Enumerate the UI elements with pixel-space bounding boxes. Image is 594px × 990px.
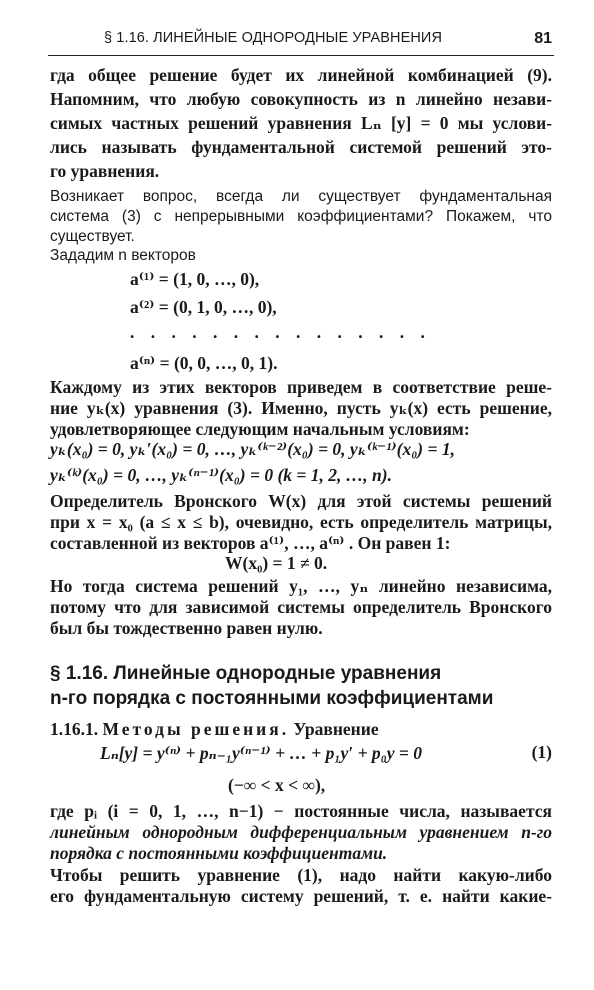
text-line: существует. <box>50 228 135 245</box>
text-line: составленной из векторов a⁽¹⁾, …, a⁽ⁿ⁾ . Он равен 1: <box>50 533 451 553</box>
text-line: где pᵢ (i = 0, 1, …, n−1) − постоянные числа, называется <box>50 801 552 821</box>
text-line: линейным однородным дифференциальным уравнением n-го <box>50 822 552 842</box>
text-line: Чтобы решить уравнение (1), надо найти какую-либо <box>50 865 552 885</box>
text-line: Напомним, что любую совокупность из n линейно незави- <box>50 89 552 109</box>
text-line: го уравнения. <box>50 161 160 181</box>
page-number: 81 <box>534 30 552 47</box>
subsection-number: 1.16.1. <box>50 719 99 739</box>
vector-line: a⁽ⁿ⁾ = (0, 0, …, 0, 1). <box>130 353 278 373</box>
section-heading-line: n-го порядка с постоянными коэффициентами <box>50 688 494 709</box>
text-line: Возникает вопрос, всегда ли существует фундаментальная <box>50 188 552 205</box>
text-line: Но тогда система решений y₁, …, yₙ линейно независима, <box>50 576 552 596</box>
text-line: Каждому из этих векторов приведем в соответствие реше- <box>50 377 552 397</box>
wronskian-formula: W(x₀) = 1 ≠ 0. <box>225 553 328 573</box>
text-line: при x = x₀ (a ≤ x ≤ b), очевидно, есть определитель матрицы, <box>50 512 552 532</box>
subsection-lead: Уравнение <box>293 719 379 739</box>
subsection-title: Методы решения. <box>102 719 290 739</box>
text-line: потому что для зависимой системы определитель Вронского <box>50 597 552 617</box>
equation-domain: (−∞ < x < ∞), <box>228 775 326 795</box>
text-line: симых частных решений уравнения Lₙ [y] = 0 мы услови- <box>50 113 552 133</box>
text-line: система (3) с непрерывными коэффициентами? Покажем, что <box>50 208 552 225</box>
vectors-intro: Зададим n векторов <box>50 247 196 264</box>
text-line: гда общее решение будет их линейной комбинацией (9). <box>50 65 552 85</box>
text-line: порядка с постоянными коэффициентами. <box>50 843 388 863</box>
condition-line: yₖ⁽ᵏ⁾(x₀) = 0, …, yₖ⁽ⁿ⁻¹⁾(x₀) = 0 (k = 1, 2, …, n). <box>50 465 392 485</box>
running-header <box>48 30 554 52</box>
text-line: Определитель Вронского W(x) для этой системы решений <box>50 491 552 511</box>
vector-line: a⁽¹⁾ = (1, 0, …, 0), <box>130 269 260 289</box>
condition-line: yₖ(x₀) = 0, yₖ′(x₀) = 0, …, yₖ⁽ᵏ⁻²⁾(x₀) = 0, yₖ⁽ᵏ⁻¹⁾(x₀) = 1, <box>50 439 455 459</box>
equation-number: (1) <box>531 742 552 762</box>
ellipsis-dots: . . . . . . . . . . . . . . . <box>130 322 431 342</box>
subsection-heading <box>50 718 379 740</box>
main-equation: Lₙ[y] = y⁽ⁿ⁾ + pₙ₋₁y⁽ⁿ⁻¹⁾ + … + p₁y′ + p₀y = 0 <box>100 743 423 763</box>
text-line: был бы тождественно равен нулю. <box>50 618 323 638</box>
header-rule <box>48 55 554 56</box>
text-line: ние yₖ(x) уравнения (3). Именно, пусть yₖ(x) есть решение, <box>50 398 552 418</box>
header-title: § 1.16. ЛИНЕЙНЫЕ ОДНОРОДНЫЕ УРАВНЕНИЯ <box>104 30 443 46</box>
text-line: удовлетворяющее следующим начальным условиям: <box>50 419 470 439</box>
text-line: лись называть фундаментальной системой решений это- <box>50 137 552 157</box>
vector-line: a⁽²⁾ = (0, 1, 0, …, 0), <box>130 297 277 317</box>
section-heading-line: § 1.16. Линейные однородные уравнения <box>50 663 442 684</box>
text-line: его фундаментальную систему решений, т. е. найти какие- <box>50 886 552 906</box>
